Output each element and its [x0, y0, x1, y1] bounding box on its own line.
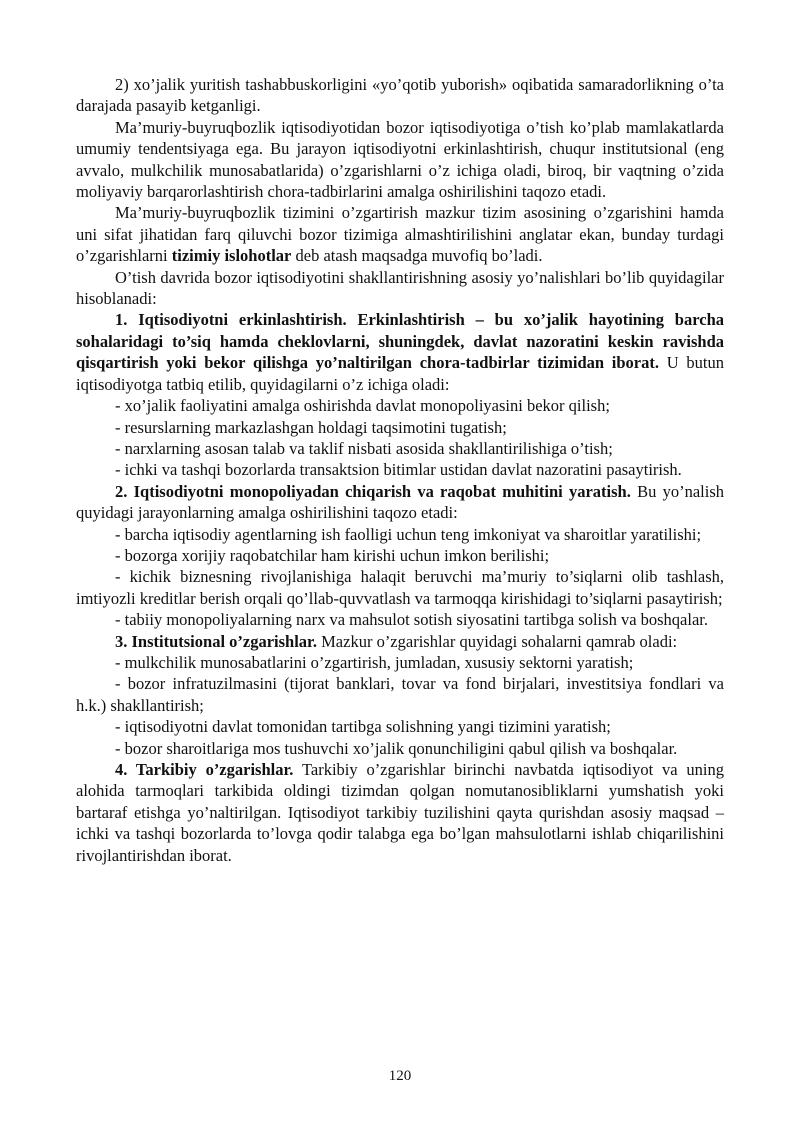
page-number: 120 — [388, 1068, 412, 1084]
section-heading: 1. Iqtisodiyotni erkinlashtirish. Erkinlashtirish – bu xo’jalik hayotining barcha sohalaridagi to’siq hamda cheklovlarni, shuningdek, davlat nazoratini keskin ravishda qisqartirish yoki bekor qilishga yo’naltirilgan chora-tadbirlar tizimidan iborat. — [76, 310, 724, 373]
section-heading: 4. Tarkibiy o’zgarishlar. — [115, 760, 294, 779]
section-heading: 3. Institutsional o’zgarishlar. — [115, 631, 317, 651]
section-2-heading-paragraph: 2. Iqtisodiyotni monopoliyadan chiqarish va raqobat muhitini yaratish. Bu yo’nalish quyidagi jarayonlarning amalga oshirilishini taqozo etadi: — [76, 481, 724, 523]
list-item: - resurslarning markazlashgan holdagi taqsimotini tugatish; — [115, 417, 507, 437]
list-item: - mulkchilik munosabatlarini o’zgartirish, jumladan, xususiy sektorni yaratish; — [115, 652, 634, 672]
list-item: - iqtisodiyotni davlat tomonidan tartibga solishning yangi tizimini yaratish; — [115, 717, 611, 737]
section-4-heading-paragraph: 4. Tarkibiy o’zgarishlar. Tarkibiy o’zgarishlar birinchi navbatda iqtisodiyot va uning alohida tarmoqlari tarkibida oldingi tizimdan qolgan nomutanosibliklarni yumshatish yoki bartaraf etishga yo’naltirilgan. Iqtisodiyot tarkibiy tuzilishini qayta qurishdan asosiy maqsad – ichki va tashqi bozorlarda to’lovga qodir talabga ega bo’lgan mahsulotlarni ishlab chiqarilishini rivojlantirishdan iborat. — [76, 760, 724, 865]
list-item: - ichki va tashqi bozorlarda transaktsion bitimlar ustidan davlat nazoratini pasaytirish. — [115, 460, 682, 480]
list-item: - xo’jalik faoliyatini amalga oshirishda davlat monopoliyasini bekor qilish; — [115, 396, 610, 416]
paragraph-4: O’tish davrida bozor iqtisodiyotini shakllantirishning asosiy yo’nalishlari bo’lib quyidagilar hisoblanadi: — [76, 267, 724, 309]
list-item: - kichik biznesning rivojlanishiga halaqit beruvchi ma’muriy to’siqlarni olib tashlash, imtiyozli kreditlar berish orqali qo’llab-quvvatlash va tarmoqqa kirishidagi to’siqlarni pasaytirish; — [76, 567, 724, 608]
list-item: - tabiiy monopoliyalarning narx va mahsulot sotish siyosatini tartibga solish va boshqalar. — [115, 610, 709, 630]
section-heading: 2. Iqtisodiyotni monopoliyadan chiqarish va raqobat muhitini yaratish. — [115, 481, 631, 501]
list-item: - narxlarning asosan talab va taklif nisbati asosida shakllantirilishiga o’tish; — [115, 438, 613, 458]
section-1-heading-paragraph: 1. Iqtisodiyotni erkinlashtirish. Erkinlashtirish – bu xo’jalik hayotining barcha sohalaridagi to’siq hamda cheklovlarni, shuningdek, davlat nazoratini keskin ravishda qisqartirish yoki bekor qilishga yo’naltirilgan chora-tadbirlar tizimidan iborat. U butun iqtisodiyotga tatbiq etilib, quyidagilarni o’z ichiga oladi: — [76, 310, 724, 394]
list-item: - bozor infratuzilmasini (tijorat banklari, tovar va fond birjalari, investitsiya fondlari va h.k.) shakllantirish; — [76, 674, 724, 715]
paragraph-3: Ma’muriy-buyruqbozlik tizimini o’zgartirish mazkur tizim asosining o’zgarishini hamda uni sifat jihatidan farq qiluvchi bozor tizimiga almashtirilishini anglatar ekan, bunday turdagi o’zgarishlarni tizimiy islohotlar deb atash maqsadga muvofiq bo’ladi. — [76, 203, 724, 266]
section-3-heading-paragraph: 3. Institutsional o’zgarishlar. Mazkur o’zgarishlar quyidagi sohalarni qamrab oladi: — [115, 631, 678, 651]
page-body — [76, 74, 724, 866]
list-item: - barcha iqtisodiy agentlarning ish faolligi uchun teng imkoniyat va sharoitlar yaratilishi; — [115, 524, 702, 544]
bold-term: tizimiy islohotlar — [171, 246, 292, 266]
list-item: - bozorga xorijiy raqobatchilar ham kirishi uchun imkon berilishi; — [115, 545, 550, 565]
list-item: - bozor sharoitlariga mos tushuvchi xo’jalik qonunchiligini qabul qilish va boshqalar. — [115, 738, 678, 758]
paragraph-2: Ma’muriy-buyruqbozlik iqtisodiyotidan bozor iqtisodiyotiga o’tish ko’plab mamlakatlarda umumiy tendentsiyaga ega. Bu jarayon iqtisodiyotni erkinlashtirish, chuqur institutsional (eng avvalo, mulkchilik munosabatlarida) o’zgarishlarni o’z ichiga oladi, biroq, bir vaqtning o’zida moliyaviy barqarorlashtirish chora-tadbirlarini amalga oshirilishini taqozo etadi. — [76, 117, 724, 202]
paragraph-1: 2) xo’jalik yuritish tashabbuskorligini «yo’qotib yuborish» oqibatida samaradorlikning o’ta darajada pasayib ketganligi. — [76, 75, 724, 116]
